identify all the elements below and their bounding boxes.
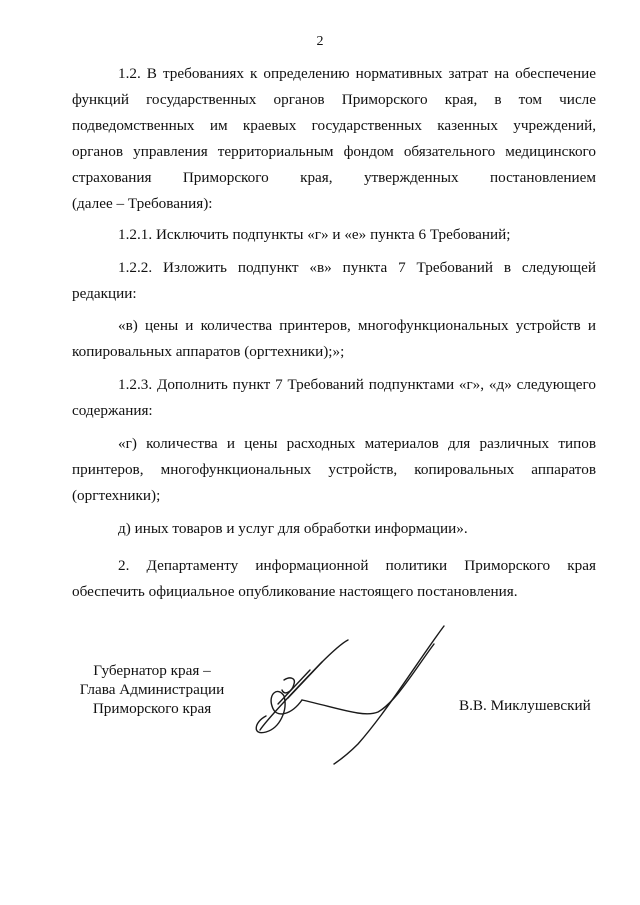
- text-line: органов управления территориальным фондом обязательного медицинского: [72, 143, 596, 160]
- text-line: подведомственных им краевых государственных казенных учреждений,: [72, 117, 596, 134]
- paragraph-quote-d: [72, 516, 596, 542]
- text-line: 1.2.1. Исключить подпункты «г» и «е» пункта 6 Требований;: [118, 226, 511, 243]
- text-line: функций государственных органов Приморского края, в том числе: [72, 91, 596, 108]
- text-line: 2. Департаменту информационной политики Приморского края: [118, 557, 596, 574]
- signatory-title-line: Приморского края: [92, 700, 212, 717]
- text-line: 1.2.3. Дополнить пункт 7 Требований подпунктами «г», «д» следующего: [118, 376, 596, 393]
- page-number: 2: [316, 34, 324, 49]
- paragraph-quote-v: [72, 313, 596, 365]
- signatory-title-line: Глава Администрации: [79, 681, 225, 698]
- paragraph-1-2-1: [72, 222, 596, 248]
- text-line: копировальных аппаратов (оргтехники);»;: [72, 343, 345, 360]
- signatory-title: [72, 661, 232, 718]
- text-line: принтеров, многофункциональных устройств, копировальных аппаратов: [72, 461, 596, 478]
- paragraph-quote-g: [72, 431, 596, 509]
- text-line: обеспечить официальное опубликование настоящего постановления.: [72, 583, 518, 600]
- signatory-title-line: Губернатор края –: [93, 662, 211, 679]
- text-line: страхования Приморского края, утвержденных постановлением: [72, 169, 596, 186]
- text-line: «г) количества и цены расходных материалов для различных типов: [118, 435, 596, 452]
- signatory-name: В.В. Миклушевский: [459, 697, 591, 714]
- paragraph-1-2-2: [72, 255, 596, 307]
- text-line: редакции:: [72, 285, 137, 302]
- paragraph-2: [72, 553, 596, 605]
- text-line: 1.2.2. Изложить подпункт «в» пункта 7 Требований в следующей: [118, 259, 596, 276]
- text-line: содержания:: [72, 402, 153, 419]
- handwritten-signature: [248, 618, 458, 768]
- paragraph-1-2-3: [72, 372, 596, 424]
- paragraph-1-2: [72, 61, 596, 217]
- text-line: (оргтехники);: [72, 487, 161, 504]
- text-line: (далее – Требования):: [72, 195, 213, 212]
- text-line: «в) цены и количества принтеров, многофункциональных устройств и: [118, 317, 596, 334]
- text-line: д) иных товаров и услуг для обработки информации».: [118, 520, 468, 537]
- text-line: 1.2. В требованиях к определению нормативных затрат на обеспечение: [118, 65, 596, 82]
